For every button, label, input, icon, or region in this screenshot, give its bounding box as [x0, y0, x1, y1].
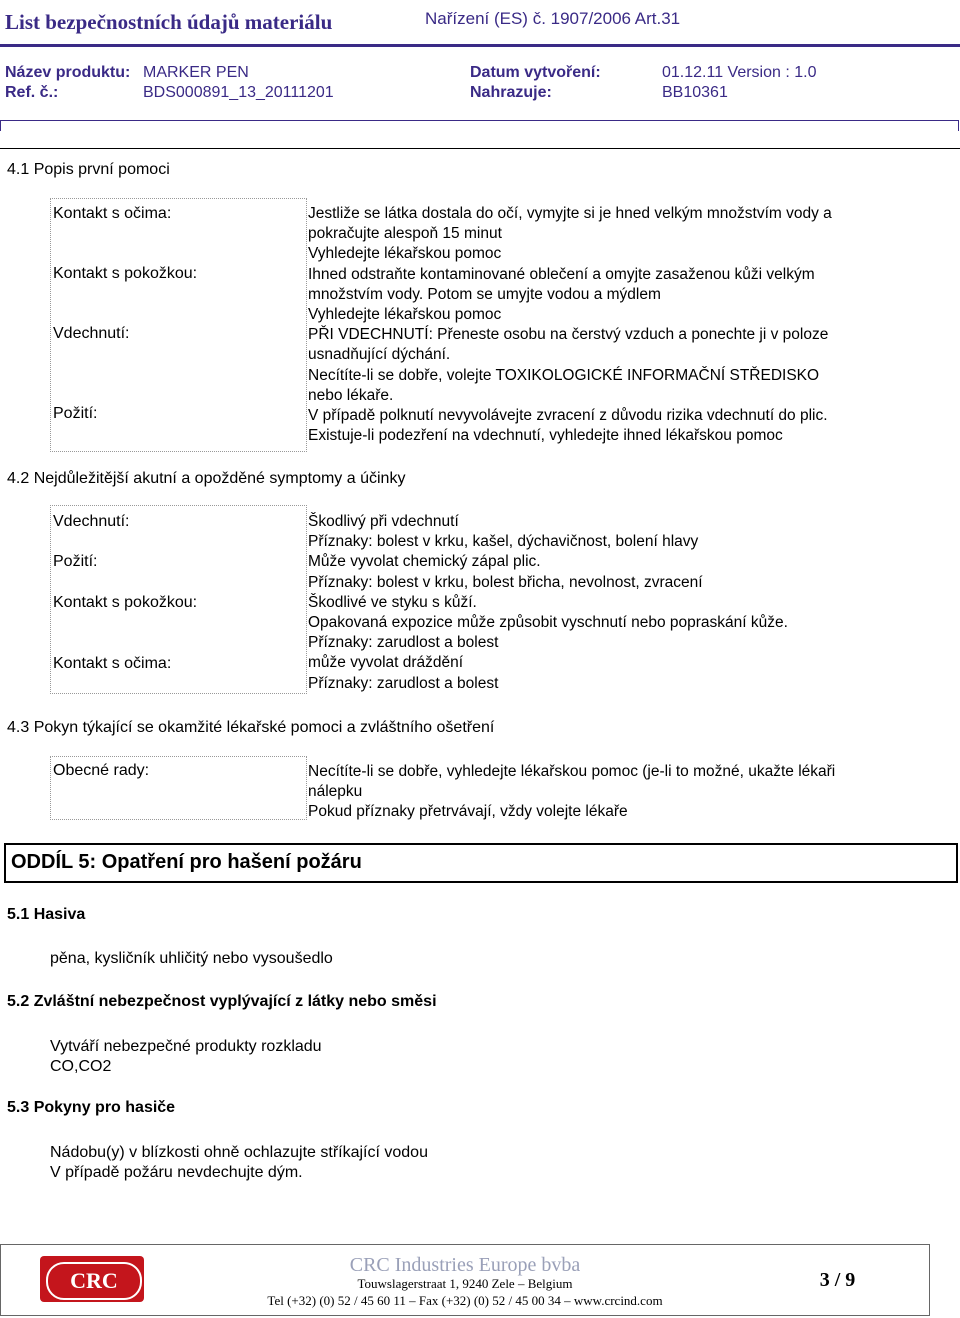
section-top-frame: [0, 120, 959, 131]
s43-text: Necítíte-li se dobře, vyhledejte lékařskou pomoc (je-li to možné, ukažte lékaři nálepku Pokud příznaky přetrvávají, vždy volejte lékaře: [308, 763, 836, 821]
header-divider: [0, 44, 960, 47]
product-name-label: Název produktu:: [5, 64, 131, 81]
s41-label-eyes: Kontakt s očima:: [53, 205, 172, 222]
footer-company: CRC Industries Europe bvba: [349, 1254, 581, 1276]
created-value: 01.12.11 Version : 1.0: [662, 64, 817, 81]
subsection-5-1-heading: 5.1 Hasiva: [7, 906, 86, 923]
subsection-4-1-heading: 4.1 Popis první pomoci: [7, 161, 170, 178]
s53-text: Nádobu(y) v blízkosti ohně ochlazujte stříkající vodou V případě požáru nevdechujte dým.: [50, 1144, 428, 1181]
s42-label-skin: Kontakt s pokožkou:: [53, 594, 198, 611]
subsection-4-2-heading: 4.2 Nejdůležitější akutní a opožděné symptomy a účinky: [7, 470, 406, 487]
s41-label-inhalation: Vdechnutí:: [53, 325, 130, 342]
section-5-title: ODDÍL 5: Opatření pro hašení požáru: [11, 851, 362, 873]
s42-label-eyes: Kontakt s očima:: [53, 655, 172, 672]
subsection-5-2-heading: 5.2 Zvláštní nebezpečnost vyplývající z látky nebo směsi: [7, 993, 437, 1010]
crc-logo: CRC: [40, 1256, 144, 1302]
document-title: List bezpečnostních údajů materiálu: [5, 10, 333, 34]
s42-text: Škodlivý při vdechnutí Příznaky: bolest v krku, kašel, dýchavičnost, bolení hlavy Může vyvolat chemický zápal plic. Příznaky: bolest v krku, bolest břicha, nevolnost, zvracení Škodlivé ve styku s kůží. Opakovaná expozice může způsobit vyschnutí nebo popraskání kůže. Příznaky: zarudlost a bolest může vyvolat dráždění Příznaky: zarudlost a bolest: [308, 513, 788, 692]
page-number: 3 / 9: [819, 1269, 856, 1291]
s52-text: Vytváří nebezpečné produkty rozkladu CO,CO2: [50, 1038, 322, 1075]
ref-value: BDS000891_13_20111201: [143, 84, 334, 101]
footer-contact: Tel (+32) (0) 52 / 45 60 11 – Fax (+32) (0) 52 / 45 00 34 – www.crcind.com: [267, 1293, 663, 1308]
subsection-4-3-heading: 4.3 Pokyn týkající se okamžité lékařské pomoci a zvláštního ošetření: [7, 719, 495, 736]
regulation-ref: Nařízení (ES) č. 1907/2006 Art.31: [425, 9, 681, 28]
s42-label-inhalation: Vdechnutí:: [53, 513, 130, 530]
replaces-label: Nahrazuje:: [470, 84, 552, 101]
subsection-5-3-heading: 5.3 Pokyny pro hasiče: [7, 1099, 176, 1116]
section-5-title-box: [4, 843, 958, 883]
s41-text: Jestliže se látka dostala do očí, vymyjte si je hned velkým množstvím vody a pokračujte alespoň 15 minut Vyhledejte lékařskou pomoc Ihned odstraňte kontaminované oblečení a omyjte zasaženou kůži velkým množstvím vody. Potom se umyjte vodou a mýdlem Vyhledejte lékařskou pomoc PŘI VDECHNUTÍ: Přeneste osobu na čerstvý vzduch a ponechte ji v poloze usnadňující dýchání. Necítíte-li se dobře, volejte TOXIKOLOGICKÉ INFORMAČNÍ STŘEDISKO nebo lékaře. V případě polknutí nevyvolávejte zvracení z důvodu rizika vdechnutí do plic. Existuje-li podezření na vdechnutí, vyhledejte ihned lékařskou pomoc: [308, 205, 832, 445]
footer-address: Touwslagerstraat 1, 9240 Zele – Belgium: [357, 1276, 573, 1291]
section-divider: [0, 148, 960, 149]
s42-label-ingestion: Požití:: [53, 553, 98, 570]
created-label: Datum vytvoření:: [470, 64, 601, 81]
s43-label-general: Obecné rady:: [53, 762, 150, 779]
replaces-value: BB10361: [662, 84, 728, 101]
s41-label-skin: Kontakt s pokožkou:: [53, 265, 198, 282]
s51-text: pěna, kysličník uhličitý nebo vysoušedlo: [50, 950, 333, 967]
product-name-value: MARKER PEN: [143, 64, 249, 81]
ref-label: Ref. č.:: [5, 84, 59, 101]
s41-label-ingestion: Požití:: [53, 405, 98, 422]
